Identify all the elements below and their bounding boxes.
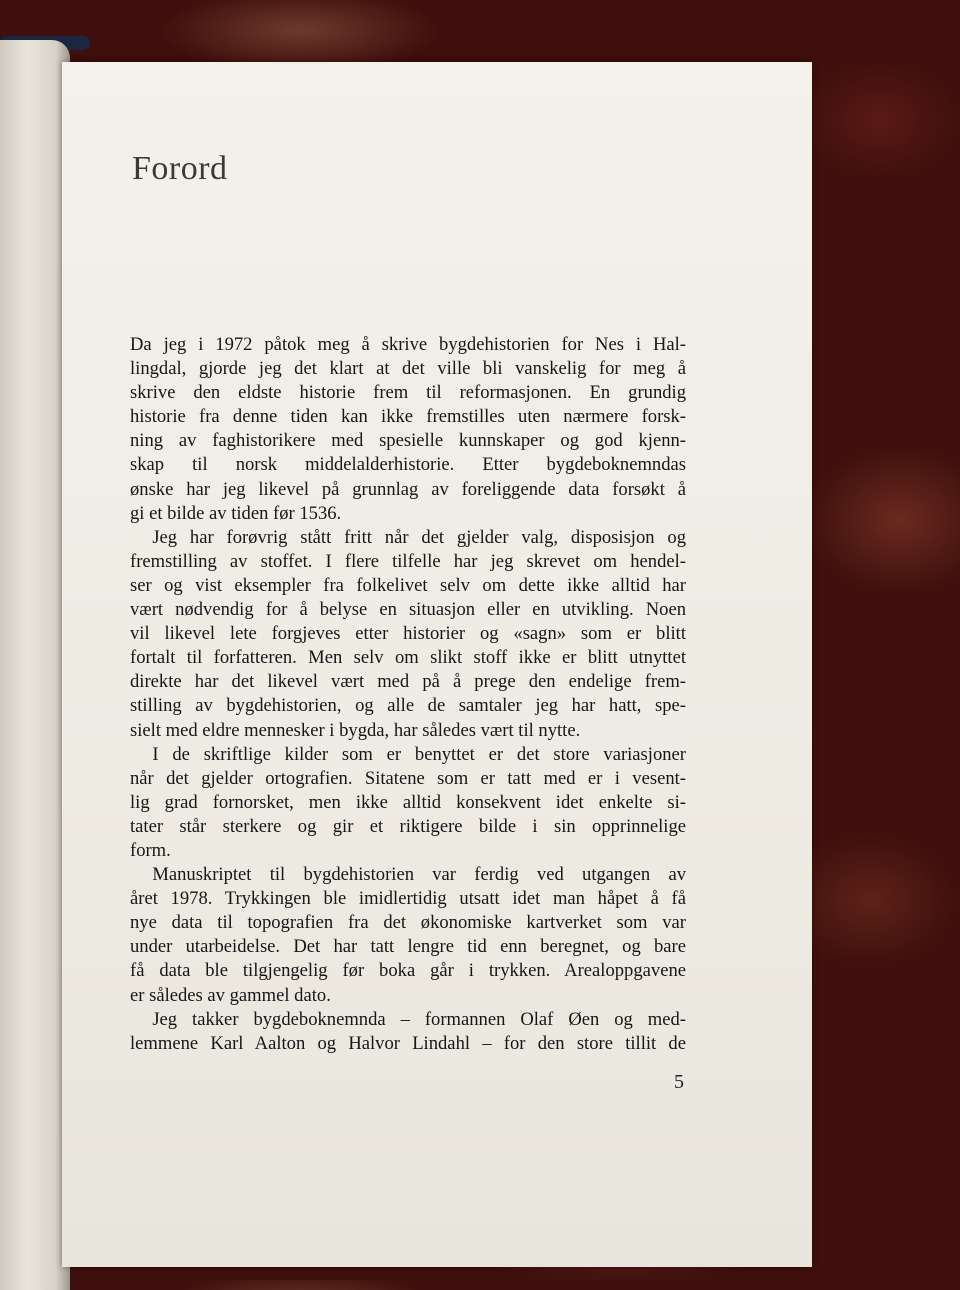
text-line: tater står sterkere og gir et riktigere bilde i sin opprinnelige — [130, 815, 686, 837]
text-line: få data ble tilgjengelig før boka går i trykken. Arealoppgavene — [130, 960, 686, 982]
text-line: ser og vist eksempler fra folkelivet selv om dette ikke alltid har — [130, 574, 686, 596]
text-line: året 1978. Trykkingen ble imidlertidig utsatt idet man håpet å få — [130, 888, 686, 910]
text-line: Jeg har forøvrig stått fritt når det gjelder valg, disposisjon og — [152, 526, 686, 548]
text-line: direkte har det likevel vært med på å prege den endelige frem- — [130, 671, 686, 693]
page-number: 5 — [674, 1071, 684, 1093]
text-line: fortalt til forfatteren. Men selv om slikt stoff ikke er blitt utnyttet — [130, 647, 686, 669]
text-line: vil likevel lete forgjeves etter historier og «sagn» som er blitt — [130, 623, 686, 645]
text-line: Da jeg i 1972 påtok meg å skrive bygdehistorien for Nes i Hal- — [130, 334, 686, 355]
text-line: nye data til topografien fra det økonomiske kartverket som var — [130, 912, 686, 934]
body-text — [130, 333, 686, 1056]
facing-page-edge — [0, 40, 70, 1290]
text-line: gi et bilde av tiden før 1536. — [130, 502, 342, 524]
text-line: form. — [130, 839, 171, 861]
text-line: vært nødvendig for å belyse en situasjon eller en utvikling. Noen — [130, 599, 686, 621]
text-line: under utarbeidelse. Det har tatt lengre tid enn beregnet, og bare — [130, 936, 686, 958]
text-line: ønske har jeg likevel på grunnlag av foreliggende data forsøkt å — [130, 478, 686, 500]
text-line: stilling av bygdehistorien, og alle de samtaler jeg har hatt, spe- — [130, 695, 686, 717]
text-line: Manuskriptet til bygdehistorien var ferdig ved utgangen av — [152, 864, 686, 886]
text-line: lemmene Karl Aalton og Halvor Lindahl – for den store tillit de — [130, 1032, 686, 1054]
page-title: Forord — [132, 150, 228, 187]
text-line: skrive den eldste historie frem til reformasjonen. En grundig — [130, 382, 686, 404]
text-line: historie fra denne tiden kan ikke fremstilles uten nærmere forsk- — [130, 406, 686, 428]
text-line: fremstilling av stoffet. I flere tilfelle har jeg skrevet om hendel- — [130, 550, 686, 572]
text-line: lingdal, gjorde jeg det klart at det ville bli vanskelig for meg å — [130, 358, 686, 380]
text-line: lig grad fornorsket, men ikke alltid konsekvent idet enkelte si- — [130, 791, 686, 813]
text-line: ning av faghistorikere med spesielle kunnskaper og god kjenn- — [130, 430, 686, 452]
text-line: Jeg takker bygdeboknemnda – formannen Olaf Øen og med- — [152, 1008, 686, 1030]
text-line: sielt med eldre mennesker i bygda, har således vært til nytte. — [130, 719, 581, 741]
text-line: skap til norsk middelalderhistorie. Etter bygdeboknemndas — [130, 454, 686, 476]
text-line: I de skriftlige kilder som er benyttet er det store variasjoner — [152, 743, 686, 765]
text-line: er således av gammel dato. — [130, 984, 331, 1006]
text-line: når det gjelder ortografien. Sitatene som er tatt med er i vesent- — [130, 767, 686, 789]
